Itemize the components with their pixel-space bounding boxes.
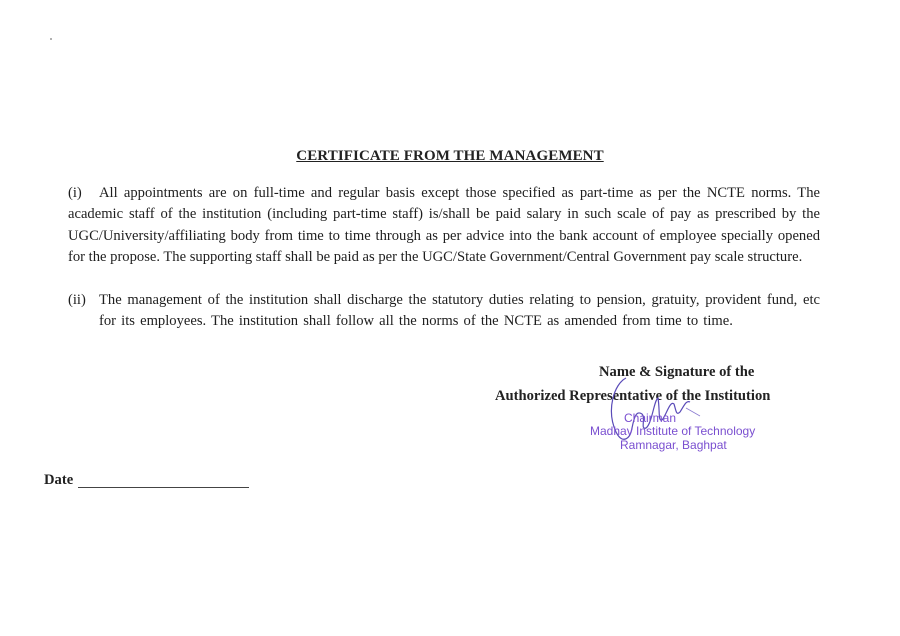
stamp-organization: Madhav Institute of Technology bbox=[590, 424, 756, 438]
clause-marker: (i) bbox=[68, 185, 82, 201]
signature-caption-line2: Authorized Representative of the Institution bbox=[495, 388, 771, 404]
clause-marker: (ii) bbox=[68, 292, 86, 308]
date-field[interactable] bbox=[78, 487, 249, 488]
stamp-place: Ramnagar, Baghpat bbox=[620, 438, 727, 452]
clause-text: The management of the institution shall discharge the statutory duties relating to pension, gratuity, provident fund, etc for its employees. The institution shall follow all the norms of the NCTE as amended from time to time. bbox=[99, 292, 820, 330]
clause-text: All appointments are on full-time and regular basis except those specified as part-time as per the NCTE norms. The academic staff of the institution (including part-time staff) is/shall be paid salary in such scale of pay as prescribed by the UGC/University/affiliating body from time to time through as per advice into the bank account of employee specially opened for the propose. The supporting staff shall be paid as per the UGC/State Government/Central Government pay scale structure. bbox=[68, 185, 820, 265]
scan-speck bbox=[50, 38, 52, 40]
document-title: CERTIFICATE FROM THE MANAGEMENT bbox=[296, 148, 604, 164]
date-label: Date bbox=[44, 472, 74, 488]
clause-i bbox=[68, 183, 820, 268]
clause-ii bbox=[68, 290, 820, 333]
signature-tail bbox=[686, 408, 700, 416]
signature-caption-line1: Name & Signature of the bbox=[599, 364, 755, 380]
stamp-title: Chairman bbox=[624, 411, 677, 425]
clause-i-text-block bbox=[68, 183, 820, 268]
